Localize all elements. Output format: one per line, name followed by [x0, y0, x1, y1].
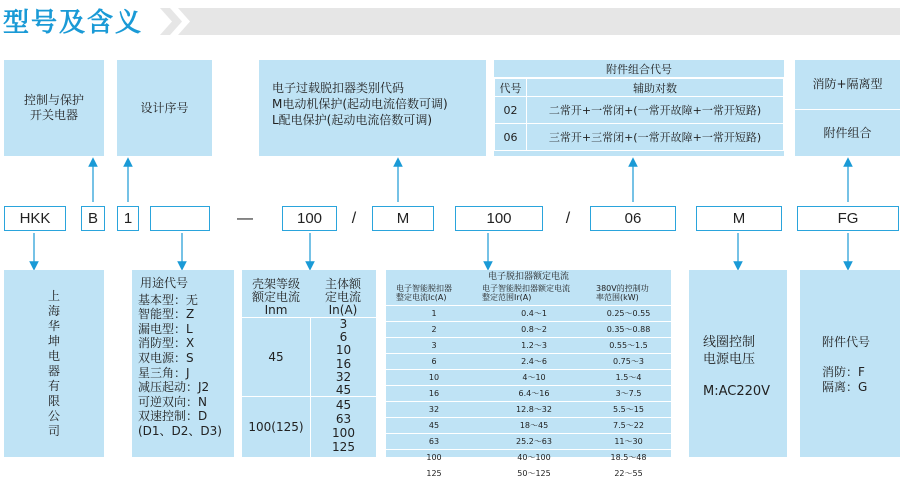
list-item: 星三角：J	[138, 365, 190, 380]
accessory-code-box	[800, 270, 900, 457]
main-current-values	[311, 318, 376, 397]
list-item: 可逆双向：N	[138, 394, 207, 409]
list-item: (D1、D2、D3)	[138, 423, 222, 438]
acc-header-code: 代号	[495, 79, 527, 97]
table-cell: 63	[386, 433, 482, 449]
main-header-line3: In(A)	[328, 302, 358, 317]
table-cell: 25.2～63	[482, 433, 586, 449]
main-current-values	[311, 398, 376, 454]
list-item: 6	[339, 330, 348, 345]
table-cell: 40～100	[482, 449, 586, 465]
table-cell: 12.8～32	[482, 401, 586, 417]
table-cell: 32	[386, 401, 482, 417]
manufacturer-char: 上	[47, 288, 60, 303]
frame-header-line1: 壳架等级	[251, 276, 300, 291]
code-accessory: 06	[590, 206, 676, 231]
table-cell: 50～125	[482, 465, 586, 481]
coil-line1: 线圈控制	[703, 335, 756, 350]
frame-current-table	[242, 270, 376, 457]
acc-desc: 二常开+一常闭+(一常开故障+一常开短路)	[527, 97, 784, 124]
frame-header	[242, 276, 310, 318]
list-item: 双速控制：D	[138, 409, 208, 424]
list-item: 10	[335, 343, 352, 358]
manufacturer-char: 公	[47, 408, 60, 423]
frame-value: 100(125)	[248, 420, 304, 434]
manufacturer-char: 坤	[47, 333, 60, 348]
code-frame: 100	[282, 206, 337, 231]
table-cell: 4～10	[482, 369, 586, 385]
header-line: 电子智能脱扣器	[396, 283, 452, 293]
frame-header-line3: Inm	[264, 302, 288, 317]
list-item: 智能型：Z	[138, 307, 195, 322]
frame-header-line2: 额定电流	[251, 289, 300, 304]
table-cell: 0.35～0.88	[586, 321, 671, 337]
table-cell: 0.25～0.55	[586, 305, 671, 321]
accessory-isolation: 隔离：G	[822, 380, 868, 394]
manufacturer-char: 司	[47, 423, 60, 438]
table-cell: 2	[386, 321, 482, 337]
manufacturer-char: 有	[47, 378, 60, 393]
accessory-title: 附件代号	[822, 335, 871, 349]
code-dash: —	[237, 209, 253, 227]
table-cell: 0.75～3	[586, 353, 671, 369]
list-item: 减压起动：J2	[138, 380, 210, 395]
table-cell: 5.5～15	[586, 401, 671, 417]
coil-line2: 电源电压	[703, 352, 756, 367]
table-cell: 18～45	[482, 417, 586, 433]
manufacturer-char: 限	[47, 393, 60, 408]
list-item: 100	[332, 426, 355, 440]
table-cell: 100	[386, 449, 482, 465]
header-line: 率范围(kW)	[596, 292, 639, 302]
table-cell: 1.5～4	[586, 369, 671, 385]
header-line: 电子智能脱扣器额定电流	[482, 283, 570, 293]
frame-value: 45	[268, 350, 284, 364]
table-cell: 6	[386, 353, 482, 369]
release-header-col3	[586, 281, 671, 305]
table-row	[386, 353, 671, 369]
manufacturer-box	[4, 270, 104, 457]
list-item: 16	[335, 356, 352, 371]
main-header-line2: 定电流	[324, 289, 361, 304]
list-item: 63	[335, 412, 352, 426]
list-item: 双电源：S	[138, 350, 194, 365]
code-hkk: HKK	[4, 206, 66, 231]
manufacturer-char: 器	[47, 363, 60, 378]
list-item: 3	[339, 317, 348, 331]
list-item: 基本型：无	[138, 292, 199, 307]
code-fg: FG	[797, 206, 899, 231]
release-code-line1: 电子过载脱扣器类别代码	[272, 81, 405, 95]
fg-line1: 消防+隔离型	[795, 60, 900, 110]
table-cell: 1.2～3	[482, 337, 586, 353]
code-slash-2: /	[565, 209, 571, 227]
header-line: 整定范围Ir(A)	[482, 292, 532, 302]
code-slash-1: /	[351, 209, 357, 227]
manufacturer-char: 华	[47, 318, 60, 333]
code-1: 1	[117, 206, 139, 231]
table-cell: 1	[386, 305, 482, 321]
table-cell: 6.4～16	[482, 385, 586, 401]
table-cell: 3～7.5	[586, 385, 671, 401]
table-cell: 22～55	[586, 465, 671, 481]
acc-code: 02	[495, 97, 527, 124]
main-current-header	[310, 276, 376, 318]
table-cell: 0.55～1.5	[586, 337, 671, 353]
acc-desc: 三常开+三常闭+(一常开故障+一常开短路)	[527, 124, 784, 151]
manufacturer-char: 电	[47, 348, 60, 363]
table-cell: 3	[386, 337, 482, 353]
controller-line2: 开关电器	[29, 108, 78, 122]
table-cell: 10	[386, 369, 482, 385]
release-code-line3: L配电保护(起动电流倍数可调)	[272, 113, 433, 127]
table-row	[386, 369, 671, 385]
table-cell: 125	[386, 465, 482, 481]
table-cell: 18.5～48	[586, 449, 671, 465]
accessory-fire: 消防：F	[822, 365, 865, 379]
release-header-col2	[482, 281, 586, 305]
release-header-col1	[386, 281, 482, 305]
table-row	[386, 321, 671, 337]
manufacturer-char: 海	[47, 303, 60, 318]
list-item: 消防型：X	[138, 336, 195, 351]
release-table-title: 电子脱扣器额定电流	[487, 272, 569, 282]
serial-label: 设计序号	[140, 100, 189, 115]
table-row	[386, 465, 671, 481]
table-cell: 0.8～2	[482, 321, 586, 337]
list-item: 125	[332, 440, 355, 454]
table-cell: 2.4～6	[482, 353, 586, 369]
coil-line3: M:AC220V	[703, 384, 771, 399]
table-row	[386, 433, 671, 449]
usage-title: 用途代号	[140, 276, 189, 290]
list-item: 漏电型：L	[138, 321, 193, 336]
acc-header-desc: 辅助对数	[527, 79, 784, 97]
header-line: 380V的控制功	[596, 283, 649, 293]
release-code-line2: M电动机保护(起动电流倍数可调)	[272, 97, 448, 111]
list-item: 45	[335, 398, 352, 412]
code-usage-blank	[150, 206, 210, 231]
table-row	[386, 305, 671, 321]
code-m-release: M	[372, 206, 434, 231]
table-cell: 16	[386, 385, 482, 401]
coil-voltage-box	[689, 270, 787, 457]
release-current-table	[386, 270, 671, 478]
main-header-line1: 主体额	[324, 276, 361, 291]
code-m-coil: M	[696, 206, 782, 231]
code-current: 100	[455, 206, 543, 231]
header-line: 整定电流Ic(A)	[396, 292, 447, 302]
table-row	[386, 449, 671, 465]
code-b: B	[81, 206, 105, 231]
usage-code-box	[132, 270, 234, 457]
table-row	[386, 337, 671, 353]
controller-line1: 控制与保护	[23, 93, 84, 107]
table-cell: 7.5～22	[586, 417, 671, 433]
accessory-code-title: 附件组合代号	[494, 60, 784, 78]
page-title: 型号及含义	[3, 8, 144, 38]
list-item: 45	[335, 383, 352, 398]
table-cell: 0.4～1	[482, 305, 586, 321]
table-row	[386, 401, 671, 417]
table-cell: 11～30	[586, 433, 671, 449]
table-row	[386, 385, 671, 401]
list-item: 32	[335, 369, 352, 384]
fg-line2: 附件组合	[823, 125, 872, 140]
acc-code: 06	[495, 124, 527, 151]
table-cell: 45	[386, 417, 482, 433]
table-row	[386, 417, 671, 433]
